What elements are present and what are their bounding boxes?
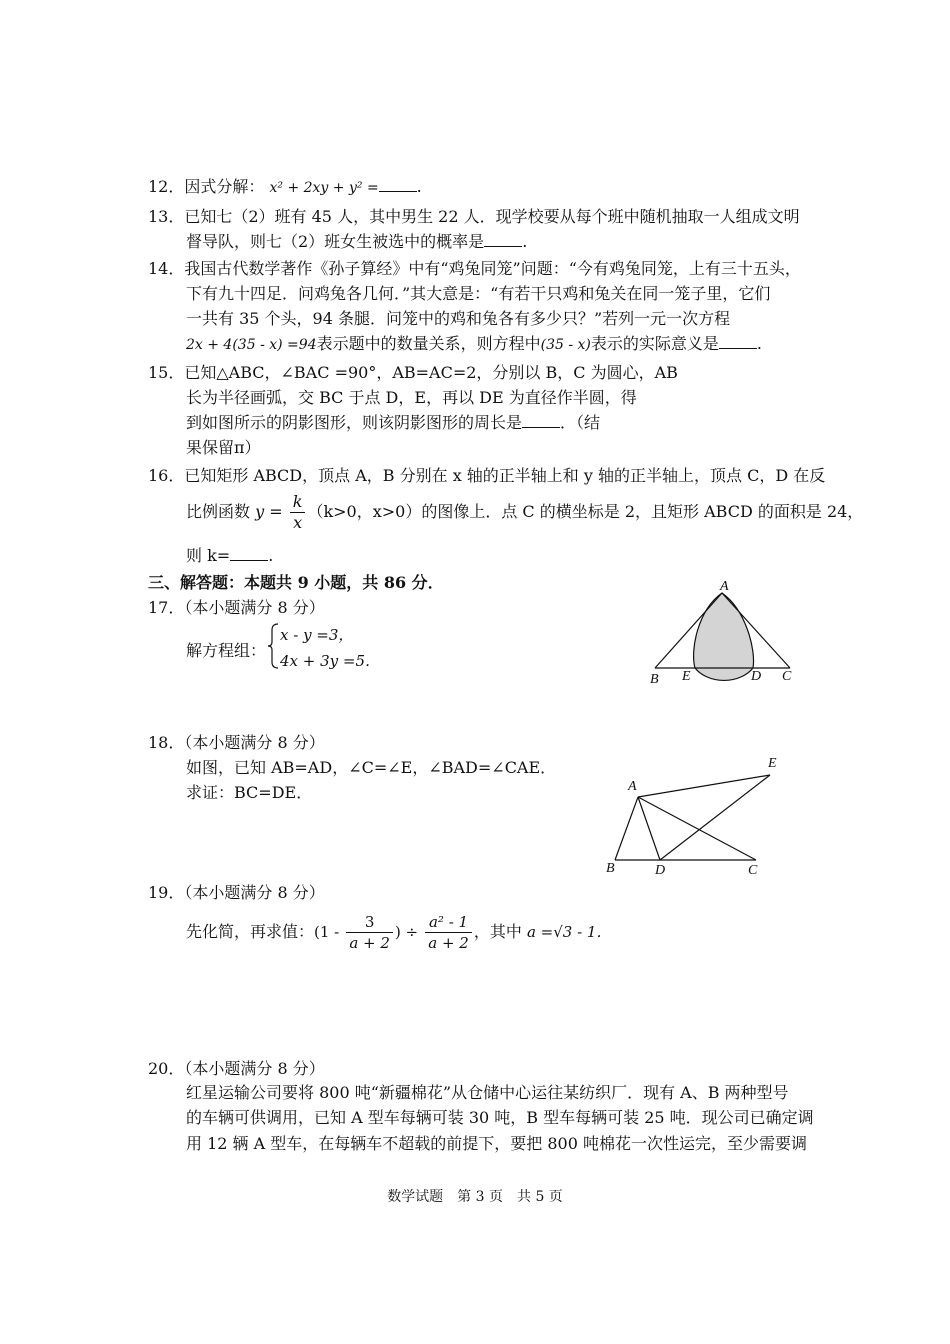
q14-line-3: 一共有 35 个头，94 条腿．问笼中的鸡和兔各有多少只？”若列一元一次方程 xyxy=(186,309,731,328)
q14-end: . xyxy=(756,334,762,353)
page-footer: 数学试题 第 3 页 共 5 页 xyxy=(387,1189,563,1205)
fraction-numerator: k xyxy=(290,492,306,513)
answer-blank xyxy=(522,413,560,428)
q17-text: 解方程组： xyxy=(186,641,267,660)
figure-two-triangles xyxy=(598,750,788,880)
answer-blank xyxy=(719,334,757,349)
q15-text-end: ．（结 xyxy=(560,413,601,432)
fraction-denominator: x xyxy=(293,513,303,532)
q19-value: a =√3 - 1． xyxy=(526,923,612,941)
q16-line-3 xyxy=(186,545,273,567)
fraction-numerator: 3 xyxy=(346,912,393,933)
q18-line-2: 求证：BC=DE． xyxy=(186,783,313,802)
label-e: E xyxy=(682,669,691,684)
q16-text-2: （k>0，x>0）的图像上．点 C 的横坐标是 2，且矩形 ABCD 的面积是 24， xyxy=(307,502,864,521)
q19-heading: 19．（本小题满分 8 分） xyxy=(148,883,325,902)
fraction-denominator: a + 2 xyxy=(428,934,469,952)
q12-math: x² + 2xy + y² = xyxy=(269,180,379,196)
q16-line-2 xyxy=(186,492,863,533)
q13-line-2 xyxy=(186,231,527,253)
q15-line-4: 果保留π） xyxy=(186,438,261,457)
segment-ab xyxy=(615,797,638,860)
label-d: D xyxy=(751,669,762,684)
q14-line-1: 14．我国古代数学著作《孙子算经》中有“鸡兔同笼”问题：“今有鸡兔同笼，上有三十五头， xyxy=(148,259,801,278)
answer-blank xyxy=(379,177,417,192)
section-heading: 三、解答题：本题共 9 小题，共 86 分． xyxy=(148,573,444,592)
q19-divide: ) ÷ xyxy=(394,923,419,941)
q16-text-3: 则 k= xyxy=(186,546,231,565)
q16-text: 比例函数 xyxy=(186,502,251,521)
q16-function: y = xyxy=(255,502,283,521)
q13-text: 督导队，则七（2）班女生被选中的概率是 xyxy=(186,232,485,251)
q14-text-2: 表示的实际意义是 xyxy=(590,334,719,353)
label-d: D xyxy=(655,863,666,878)
segment-ae xyxy=(638,775,770,797)
q19-paren-open: (1 - xyxy=(314,923,340,941)
segment-ac xyxy=(638,797,756,860)
q14-line-2: 下有九十四足．问鸡兔各几何．”其大意是：“有若干只鸡和兔关在同一笼子里，它们 xyxy=(186,284,771,303)
label-b: B xyxy=(650,672,659,687)
q14-text: 表示题中的数量关系，则方程中 xyxy=(316,334,541,353)
q17-equation-2: 4x + 3y =5． xyxy=(280,652,381,670)
q17-heading: 17．（本小题满分 8 分） xyxy=(148,598,325,617)
q13-end: . xyxy=(522,232,528,251)
q14-line-4 xyxy=(186,333,762,356)
label-c: C xyxy=(782,669,792,684)
label-a: A xyxy=(720,580,729,594)
q15-line-3 xyxy=(186,412,600,434)
q19-text: 先化简，再求值： xyxy=(186,922,315,941)
q20-line-1: 红星运输公司要将 800 吨“新疆棉花”从仓储中心运往某纺织厂．现有 A、B 两种型号 xyxy=(186,1083,789,1102)
label-c: C xyxy=(748,863,758,878)
q12-text: 因式分解： xyxy=(184,177,265,196)
q12-end: . xyxy=(416,177,422,196)
question-12 xyxy=(148,176,422,199)
q14-equation: 2x + 4(35 - x) =94 xyxy=(186,337,317,353)
q20-line-2: 的车辆可供调用，已知 A 型车每辆可装 30 吨，B 型车每辆可装 25 吨．现公司已确定调 xyxy=(186,1108,814,1127)
q18-line-1: 如图，已知 AB=AD，∠C=∠E，∠BAD=∠CAE． xyxy=(186,758,557,777)
q16-end: . xyxy=(268,546,274,565)
q15-line-1: 15．已知△ABC，∠BAC =90°，AB=AC=2，分别以 B，C 为圆心，AB xyxy=(148,363,678,382)
q12-number: 12． xyxy=(148,177,185,196)
q17-equation-1: x - y =3， xyxy=(280,626,354,644)
q16-line-1: 16．已知矩形 ABCD，顶点 A，B 分别在 x 轴的正半轴上和 y 轴的正半轴上，顶点 C，D 在反 xyxy=(148,466,826,485)
figure-triangle-teardrop xyxy=(640,580,810,690)
q14-expression: (35 - x) xyxy=(540,337,591,353)
q16-fraction xyxy=(290,492,306,533)
fraction-denominator: a + 2 xyxy=(349,934,390,952)
label-a: A xyxy=(628,779,637,794)
q20-line-3: 用 12 辆 A 型车，在每辆车不超载的前提下，要把 800 吨棉花一次性运完，至少需要调 xyxy=(186,1134,807,1153)
q19-expression xyxy=(186,910,611,954)
q13-line-1: 13．已知七（2）班有 45 人，其中男生 22 人．现学校要从每个班中随机抽取一人组成文明 xyxy=(148,207,800,226)
brace-icon xyxy=(266,622,280,670)
q15-text: 到如图所示的阴影图形，则该阴影图形的周长是 xyxy=(186,413,523,432)
q19-text-2: ，其中 xyxy=(473,922,522,941)
q19-fraction-1 xyxy=(346,912,393,953)
label-e: E xyxy=(768,756,777,771)
q19-fraction-2 xyxy=(425,912,472,953)
fraction-numerator: a² - 1 xyxy=(425,912,472,933)
q18-heading: 18．（本小题满分 8 分） xyxy=(148,733,325,752)
answer-blank xyxy=(230,546,268,561)
shaded-region xyxy=(694,593,754,680)
answer-blank xyxy=(484,232,522,247)
label-b: B xyxy=(606,861,615,876)
q20-heading: 20．（本小题满分 8 分） xyxy=(148,1059,325,1078)
q15-line-2: 长为半径画弧，交 BC 于点 D，E，再以 DE 为直径作半圆，得 xyxy=(186,388,637,407)
